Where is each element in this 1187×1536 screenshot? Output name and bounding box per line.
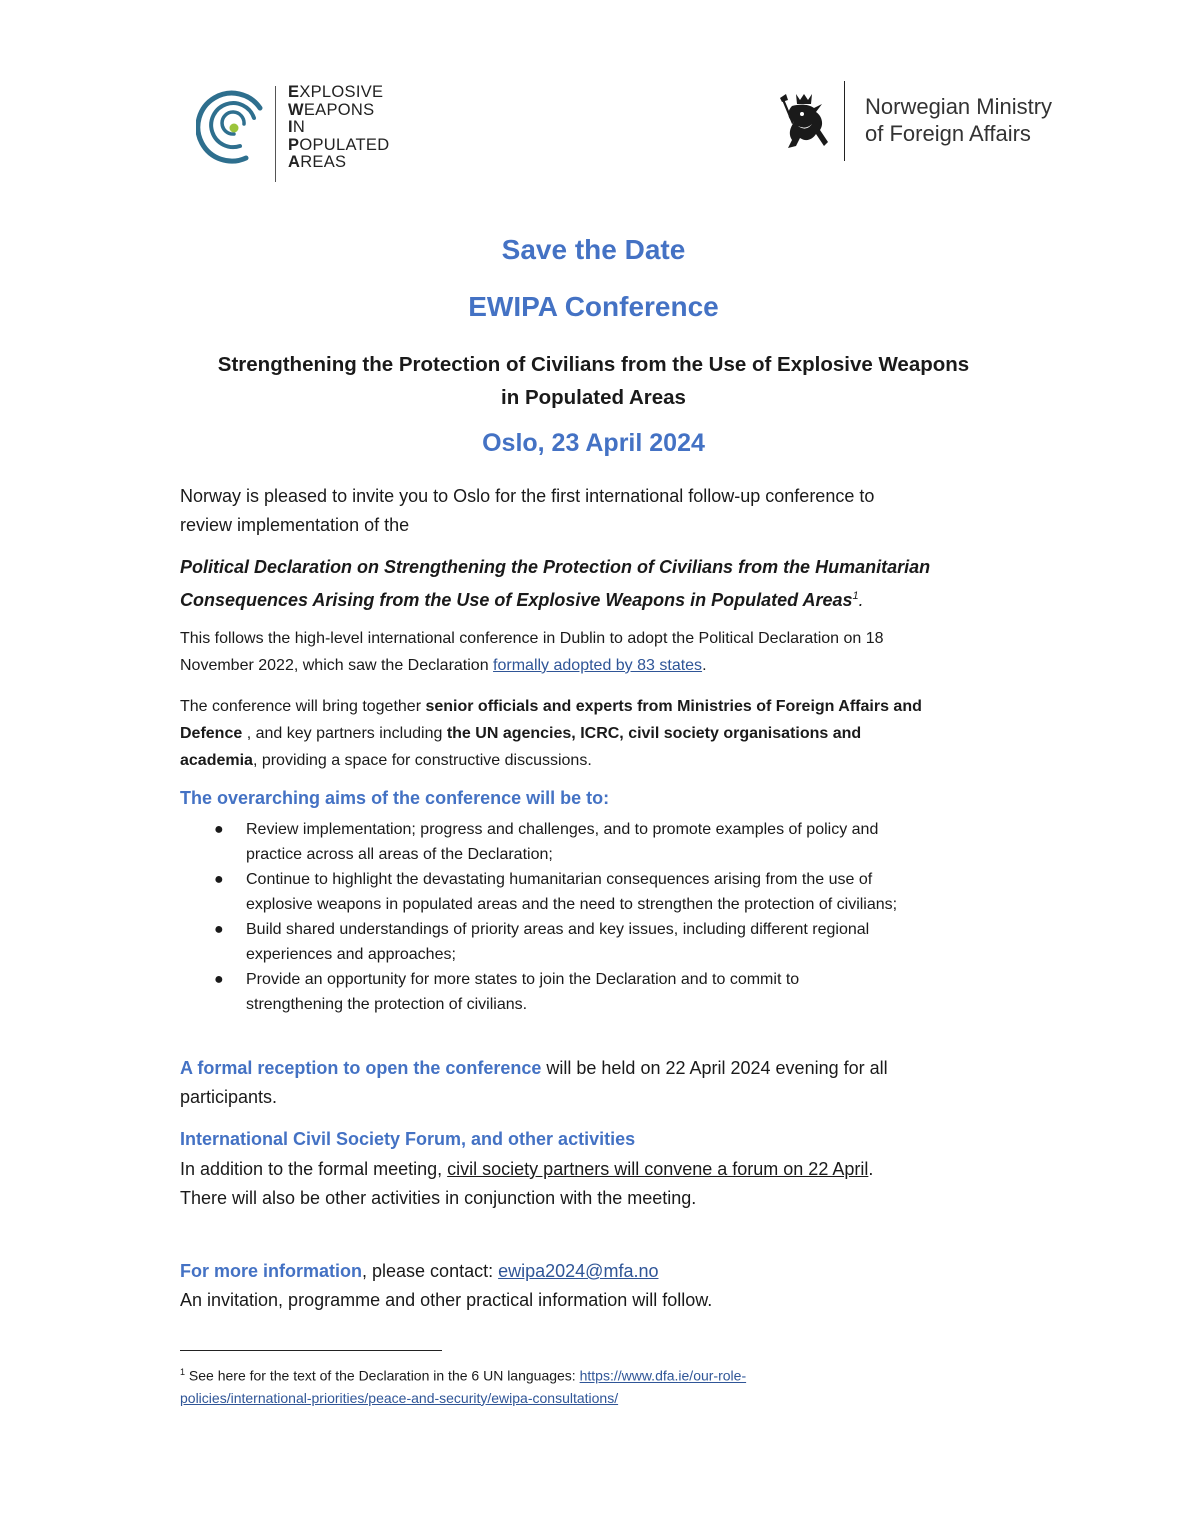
conference-title: EWIPA Conference bbox=[468, 291, 719, 322]
contact-paragraph bbox=[180, 1257, 1010, 1315]
footnote-url-link[interactable]: https://www.dfa.ie/our-role- bbox=[579, 1367, 747, 1384]
ewipa-logo-divider bbox=[275, 86, 276, 182]
together-text2: , and key partners including bbox=[242, 725, 447, 742]
forum-text-before: In addition to the formal meeting, bbox=[180, 1159, 448, 1179]
adopted-states-link[interactable]: formally adopted by 83 states bbox=[493, 657, 703, 674]
reception-line1 bbox=[180, 1054, 1010, 1083]
aims-list bbox=[206, 817, 1006, 1017]
bullet-icon: ● bbox=[214, 971, 224, 988]
contact-line1 bbox=[180, 1257, 1010, 1286]
ewipa-line-explosive: EXPLOSIVE bbox=[288, 83, 384, 101]
footnote-number: 1 bbox=[180, 1367, 186, 1377]
subtitle-line1: Strengthening the Protection of Civilians from the Use of Explosive Weapons bbox=[217, 353, 970, 376]
reception-text: will be held on 22 April 2024 evening for all bbox=[541, 1058, 888, 1078]
reception-highlight: A formal reception to open the conference bbox=[180, 1058, 542, 1078]
intro-paragraph bbox=[180, 482, 1010, 540]
declaration-line2 bbox=[180, 582, 1010, 615]
forum-line1 bbox=[180, 1155, 1010, 1184]
forum-text-after: . bbox=[868, 1159, 874, 1179]
together-line3 bbox=[180, 747, 1010, 774]
ministry-logo-divider bbox=[844, 81, 845, 161]
follows-line2-text: November 2022, which saw the Declaration bbox=[180, 657, 494, 674]
footnote-text: See here for the text of the Declaration in the 6 UN languages: bbox=[185, 1367, 580, 1384]
list-item bbox=[206, 817, 1006, 867]
footnote-line2 bbox=[180, 1387, 1010, 1409]
declaration-line1: Political Declaration on Strengthening the Protection of Civilians from the Humanitarian bbox=[180, 557, 931, 577]
aim-line: practice across all areas of the Declaration; bbox=[246, 846, 553, 863]
ewipa-line-areas: AREAS bbox=[288, 153, 347, 171]
aims-heading: The overarching aims of the conference will be to: bbox=[180, 788, 610, 808]
together-text3: , providing a space for constructive discussions. bbox=[252, 752, 592, 769]
together-text1: The conference will bring together bbox=[180, 698, 426, 715]
together-bold1: senior officials and experts from Ministries of Foreign Affairs and bbox=[425, 698, 922, 715]
list-item bbox=[206, 967, 1006, 1017]
together-line2 bbox=[180, 720, 1010, 747]
intro-line1: Norway is pleased to invite you to Oslo for the first international follow-up conference to bbox=[180, 486, 875, 506]
aim-line: Continue to highlight the devastating humanitarian consequences arising from the use of bbox=[246, 871, 873, 888]
aim-line: Build shared understandings of priority areas and key issues, including different regional bbox=[246, 921, 870, 938]
ministry-logo-wordmark bbox=[865, 93, 1052, 147]
together-bold3: the UN agencies, ICRC, civil society organisations and bbox=[446, 725, 862, 742]
ewipa-logo-wordmark bbox=[288, 84, 389, 172]
conference-subtitle bbox=[0, 348, 1187, 414]
forum-heading: International Civil Society Forum, and other activities bbox=[180, 1129, 636, 1149]
aim-line: experiences and approaches; bbox=[246, 946, 456, 963]
subtitle-line2: in Populated Areas bbox=[501, 386, 686, 409]
follows-paragraph bbox=[180, 625, 1010, 679]
save-the-date-heading: Save the Date bbox=[501, 234, 686, 265]
together-line1 bbox=[180, 693, 1010, 720]
ewipa-logo-icon bbox=[196, 84, 276, 184]
follows-line2-end: . bbox=[702, 657, 707, 674]
ministry-name-line1: Norwegian Ministry bbox=[865, 94, 1053, 119]
lion-coat-of-arms-icon bbox=[778, 90, 832, 152]
declaration-line2-text: Consequences Arising from the Use of Explosive Weapons in Populated Areas bbox=[180, 590, 853, 610]
together-bold4: academia bbox=[180, 752, 253, 769]
footnote-divider bbox=[180, 1350, 442, 1351]
together-bold2: Defence bbox=[180, 725, 243, 742]
footnote-url-link-continued[interactable]: policies/international-priorities/peace-and-security/ewipa-consultations/ bbox=[180, 1389, 619, 1406]
ewipa-line-populated: POPULATED bbox=[288, 135, 390, 154]
aim-line: strengthening the protection of civilians. bbox=[246, 996, 528, 1013]
ministry-name-line2: of Foreign Affairs bbox=[865, 121, 1031, 146]
aim-line: Review implementation; progress and challenges, and to promote examples of policy and bbox=[246, 821, 879, 838]
ewipa-line-weapons: WEAPONS bbox=[288, 100, 375, 119]
aim-line: explosive weapons in populated areas and the need to strengthen the protection of civilians; bbox=[246, 896, 898, 913]
contact-line2: An invitation, programme and other practical information will follow. bbox=[180, 1290, 713, 1310]
bullet-icon: ● bbox=[214, 921, 224, 938]
list-item bbox=[206, 917, 1006, 967]
forum-paragraph bbox=[180, 1155, 1010, 1213]
more-info-highlight: For more information bbox=[180, 1261, 363, 1281]
footnote-line1 bbox=[180, 1361, 1010, 1387]
reception-paragraph bbox=[180, 1054, 1010, 1112]
participants-paragraph bbox=[180, 693, 1010, 774]
follows-line2 bbox=[180, 652, 1010, 679]
follows-line1: This follows the high-level international conference in Dublin to adopt the Political Declaration on 18 bbox=[180, 630, 884, 647]
reception-line2: participants. bbox=[180, 1087, 278, 1107]
forum-underlined-text: civil society partners will convene a forum on 22 April bbox=[447, 1159, 869, 1179]
bullet-icon: ● bbox=[214, 871, 224, 888]
ewipa-line-in: IN bbox=[288, 118, 306, 136]
contact-email-link[interactable]: ewipa2024@mfa.no bbox=[498, 1261, 659, 1281]
intro-line2: review implementation of the bbox=[180, 515, 410, 535]
location-date: Oslo, 23 April 2024 bbox=[482, 429, 705, 457]
footnote bbox=[180, 1361, 1010, 1409]
declaration-end: . bbox=[858, 590, 864, 610]
bullet-icon: ● bbox=[214, 821, 224, 838]
declaration-title bbox=[180, 553, 1010, 615]
forum-line2: There will also be other activities in conjunction with the meeting. bbox=[180, 1188, 697, 1208]
list-item bbox=[206, 867, 1006, 917]
contact-text: , please contact: bbox=[362, 1261, 499, 1281]
footnote-ref: 1 bbox=[852, 590, 859, 602]
aim-line: Provide an opportunity for more states to join the Declaration and to commit to bbox=[246, 971, 800, 988]
